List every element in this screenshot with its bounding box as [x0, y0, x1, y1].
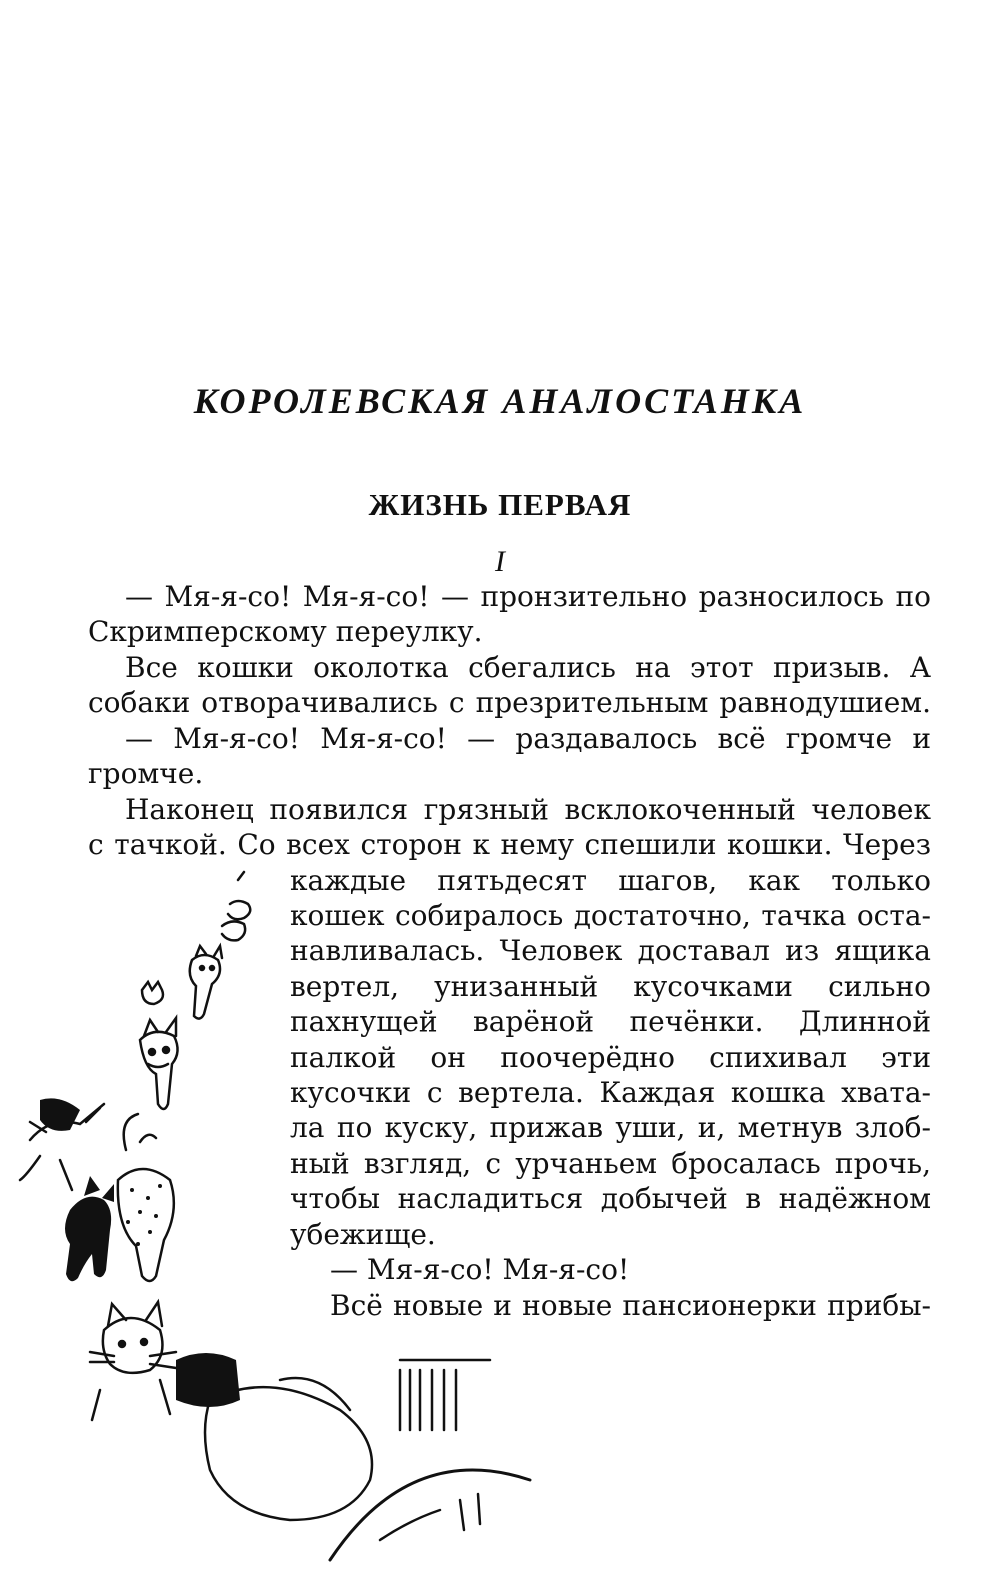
- text-line: убежище.: [290, 1218, 436, 1251]
- text-line: с тачкой. Со всех сторон к нему спешили кошки. Через: [88, 828, 931, 861]
- text-line: пахнущей варёной печёнки. Длинной: [290, 1005, 931, 1038]
- text-line: собаки отворачивались с презрительным равнодушием.: [88, 686, 931, 719]
- text-line: Все кошки околотка сбегались на этот призыв. А: [125, 651, 931, 684]
- text-line: — Мя-я-со! Мя-я-со! — пронзительно разносилось по: [125, 580, 931, 613]
- text-line: чтобы насладиться добычей в надёжном: [290, 1182, 931, 1215]
- text-line: палкой он поочерёдно спихивал эти: [290, 1041, 931, 1074]
- text-line: навливалась. Человек доставал из ящика: [290, 934, 931, 967]
- text-line: каждые пятьдесят шагов, как только: [290, 864, 931, 897]
- story-title: КОРОЛЕВСКАЯ АНАЛОСТАНКА: [193, 381, 807, 421]
- text-line: ный взгляд, с урчаньем бросалась прочь,: [290, 1147, 931, 1180]
- text-line: Всё новые и новые пансионерки прибы-: [330, 1289, 931, 1322]
- text-line: — Мя-я-со! Мя-я-со!: [330, 1253, 630, 1286]
- text-line: кусочки с вертела. Каждая кошка хвата-: [290, 1076, 931, 1109]
- text-line: — Мя-я-со! Мя-я-со! — раздавалось всё громче и: [125, 722, 931, 755]
- text-line: Наконец появился грязный всклокоченный человек: [125, 793, 931, 826]
- text-line: ла по куску, прижав уши, и, метнув злоб-: [290, 1111, 931, 1144]
- text-line: кошек собиралось достаточно, тачка оста-: [290, 899, 931, 932]
- part-heading: ЖИЗНЬ ПЕРВАЯ: [368, 487, 632, 522]
- text-line: громче.: [88, 757, 204, 790]
- text-line: вертел, унизанный кусочками сильно: [290, 970, 931, 1003]
- chapter-number: I: [495, 545, 505, 578]
- text-line: Скримперскому переулку.: [88, 615, 483, 648]
- cats-illustration: [0, 860, 560, 1575]
